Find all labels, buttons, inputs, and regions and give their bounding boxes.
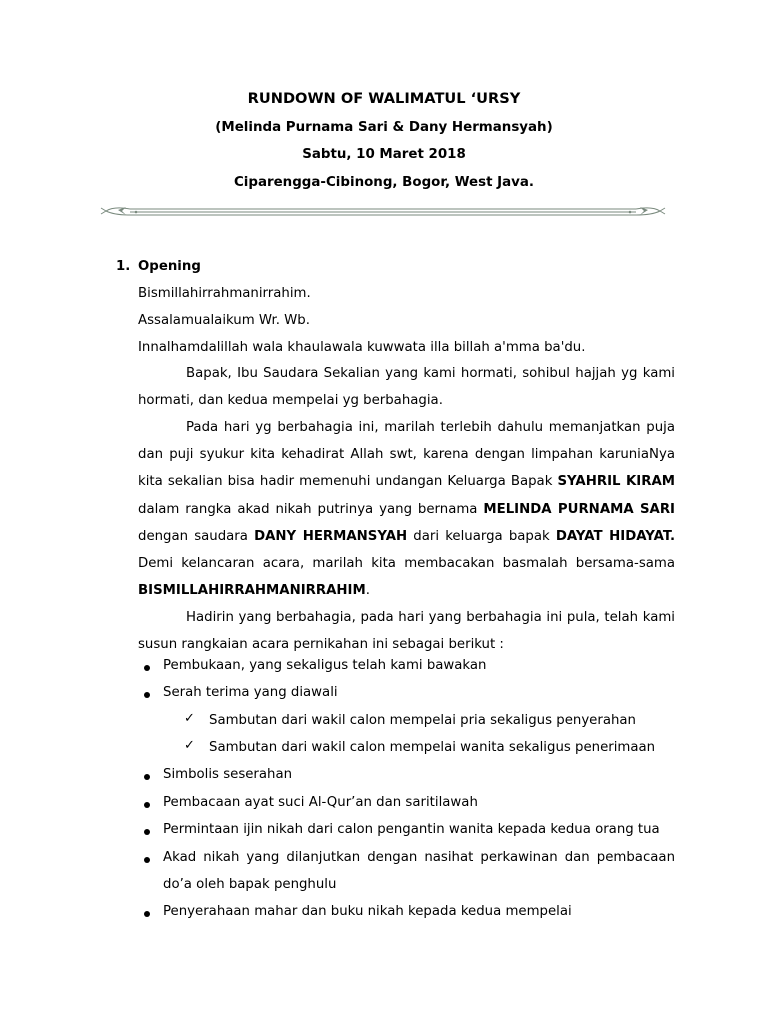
paragraph-agenda-intro: Hadirin yang berbahagia, pada hari yang berbahagia ini pula, telah kami susun rangkaian acara pernikahan ini sebagai berikut :: [138, 610, 675, 653]
section-number: 1.: [116, 259, 131, 274]
name-groom-father: DAYAT HIDAYAT.: [555, 528, 675, 544]
opening-line-basmalah: Bismillahirrahmanirrahim.: [138, 286, 311, 301]
paragraph-text: Demi kelancaran acara, marilah kita membacakan basmalah bersama-sama: [138, 556, 675, 572]
couple-names: (Melinda Purnama Sari & Dany Hermansyah): [215, 120, 553, 135]
bullet-icon: [144, 665, 150, 671]
document-title: RUNDOWN OF WALIMATUL ‘URSY: [247, 90, 521, 107]
bullet-icon: [144, 911, 150, 917]
bullet-icon: [144, 857, 150, 863]
sub-list-item-text: Sambutan dari wakil calon mempelai wanita sekaligus penerimaan: [209, 740, 656, 755]
paragraph-text: dengan saudara: [138, 528, 255, 544]
event-location: Ciparengga-Cibinong, Bogor, West Java.: [233, 175, 535, 190]
list-item-text: Simbolis seserahan: [163, 767, 293, 782]
sub-list-item-text: Sambutan dari wakil calon mempelai pria sekaligus penyerahan: [209, 713, 636, 728]
paragraph-greeting: Bapak, Ibu Saudara Sekalian yang kami hormati, sohibul hajjah yg kami hormati, dan kedua mempelai yg berbahagia.: [138, 366, 675, 409]
section-title: Opening: [138, 259, 201, 274]
bullet-icon: [144, 829, 150, 835]
list-item-text: Permintaan ijin nikah dari calon pengantin wanita kepada kedua orang tua: [163, 822, 660, 837]
list-item-text: Penyerahaan mahar dan buku nikah kepada kedua mempelai: [163, 904, 572, 919]
paragraph-text: dari keluarga bapak: [407, 528, 556, 544]
bullet-icon: [144, 774, 150, 780]
checkmark-icon: ✓: [184, 738, 195, 753]
basmalah-bold: BISMILLAHIRRAHMANIRRAHIM: [138, 583, 366, 599]
paragraph-text: .: [365, 583, 370, 599]
opening-line-salam: Assalamualaikum Wr. Wb.: [138, 313, 310, 328]
list-item-text: Serah terima yang diawali: [163, 685, 338, 700]
list-item-text: Akad nikah yang dilanjutkan dengan nasihat perkawinan dan pembacaan do’a oleh bapak penghulu: [163, 850, 675, 893]
name-groom: DANY HERMANSYAH: [254, 528, 408, 544]
list-item-text: Pembacaan ayat suci Al-Qur’an dan saritilawah: [163, 795, 478, 810]
checkmark-icon: ✓: [184, 711, 195, 726]
paragraph-gratitude: [138, 414, 675, 604]
bullet-icon: [144, 802, 150, 808]
list-item-text: Pembukaan, yang sekaligus telah kami bawakan: [163, 658, 487, 673]
name-bride-father: SYAHRIL KIRAM: [557, 474, 675, 490]
event-date: Sabtu, 10 Maret 2018: [302, 147, 466, 162]
ornamental-divider: [100, 204, 666, 220]
opening-line-hamdalah: Innalhamdalillah wala khaulawala kuwwata illa billah a'mma ba'du.: [138, 340, 586, 355]
paragraph-text: dalam rangka akad nikah putrinya yang bernama: [138, 501, 484, 517]
bullet-icon: [144, 692, 150, 698]
name-bride: MELINDA PURNAMA SARI: [483, 501, 676, 517]
paragraph-text: Pada hari yg berbahagia ini, marilah terlebih dahulu memanjatkan puja dan puji syukur kita kehadirat Allah swt, karena dengan limpahan karuniaNya kita sekalian bisa hadir memenuhi undangan Keluarga Bapak: [138, 420, 675, 490]
